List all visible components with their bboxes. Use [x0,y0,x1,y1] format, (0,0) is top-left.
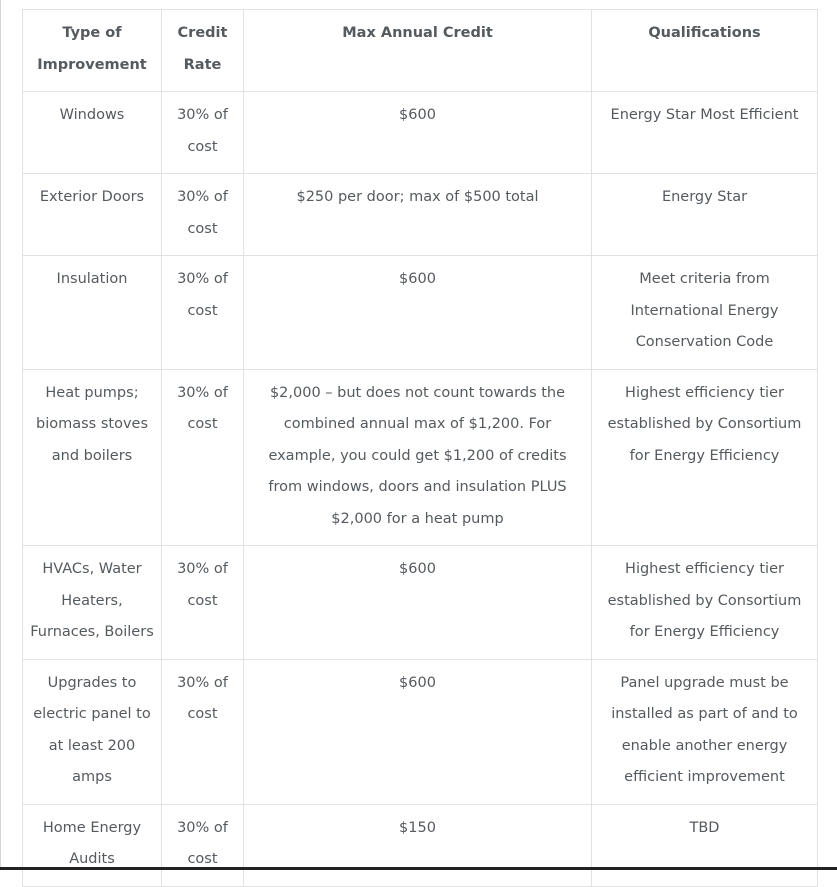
cell-rate: 30% of cost [162,369,244,546]
cell-qualifications: Energy Star [592,174,818,256]
cell-type: Insulation [23,256,162,370]
cell-rate: 30% of cost [162,174,244,256]
cell-max: $600 [244,256,592,370]
header-type-of-improvement: Type of Improvement [23,10,162,92]
cell-qualifications: Panel upgrade must be installed as part of and to enable another energy efficient improvement [592,659,818,804]
cell-qualifications: Highest efficiency tier established by Consortium for Energy Efficiency [592,546,818,660]
table-row [23,804,818,886]
cell-type: Exterior Doors [23,174,162,256]
cell-qualifications: Highest efficiency tier established by Consortium for Energy Efficiency [592,369,818,546]
table-row [23,659,818,804]
cell-rate: 30% of cost [162,256,244,370]
cell-type: HVACs, Water Heaters, Furnaces, Boilers [23,546,162,660]
table-row [23,92,818,174]
cell-type: Upgrades to electric panel to at least 200 amps [23,659,162,804]
cell-max: $600 [244,659,592,804]
cell-qualifications: TBD [592,804,818,886]
page-left-border [0,0,1,870]
cell-type: Windows [23,92,162,174]
table-row [23,256,818,370]
table-row [23,369,818,546]
cell-max: $600 [244,546,592,660]
tax-credit-table [22,9,818,887]
cell-rate: 30% of cost [162,804,244,886]
cell-type: Home Energy Audits [23,804,162,886]
cell-max: $2,000 – but does not count towards the combined annual max of $1,200. For example, you could get $1,200 of credits from windows, doors and insulation PLUS $2,000 for a heat pump [244,369,592,546]
table-header-row [23,10,818,92]
cell-max: $150 [244,804,592,886]
cell-type: Heat pumps; biomass stoves and boilers [23,369,162,546]
table-row [23,174,818,256]
header-qualifications: Qualifications [592,10,818,92]
header-credit-rate: Credit Rate [162,10,244,92]
cell-rate: 30% of cost [162,92,244,174]
cell-qualifications: Meet criteria from International Energy Conservation Code [592,256,818,370]
cell-qualifications: Energy Star Most Efficient [592,92,818,174]
table-row [23,546,818,660]
cell-max: $600 [244,92,592,174]
cell-rate: 30% of cost [162,659,244,804]
header-max-annual-credit: Max Annual Credit [244,10,592,92]
cell-rate: 30% of cost [162,546,244,660]
cell-max: $250 per door; max of $500 total [244,174,592,256]
